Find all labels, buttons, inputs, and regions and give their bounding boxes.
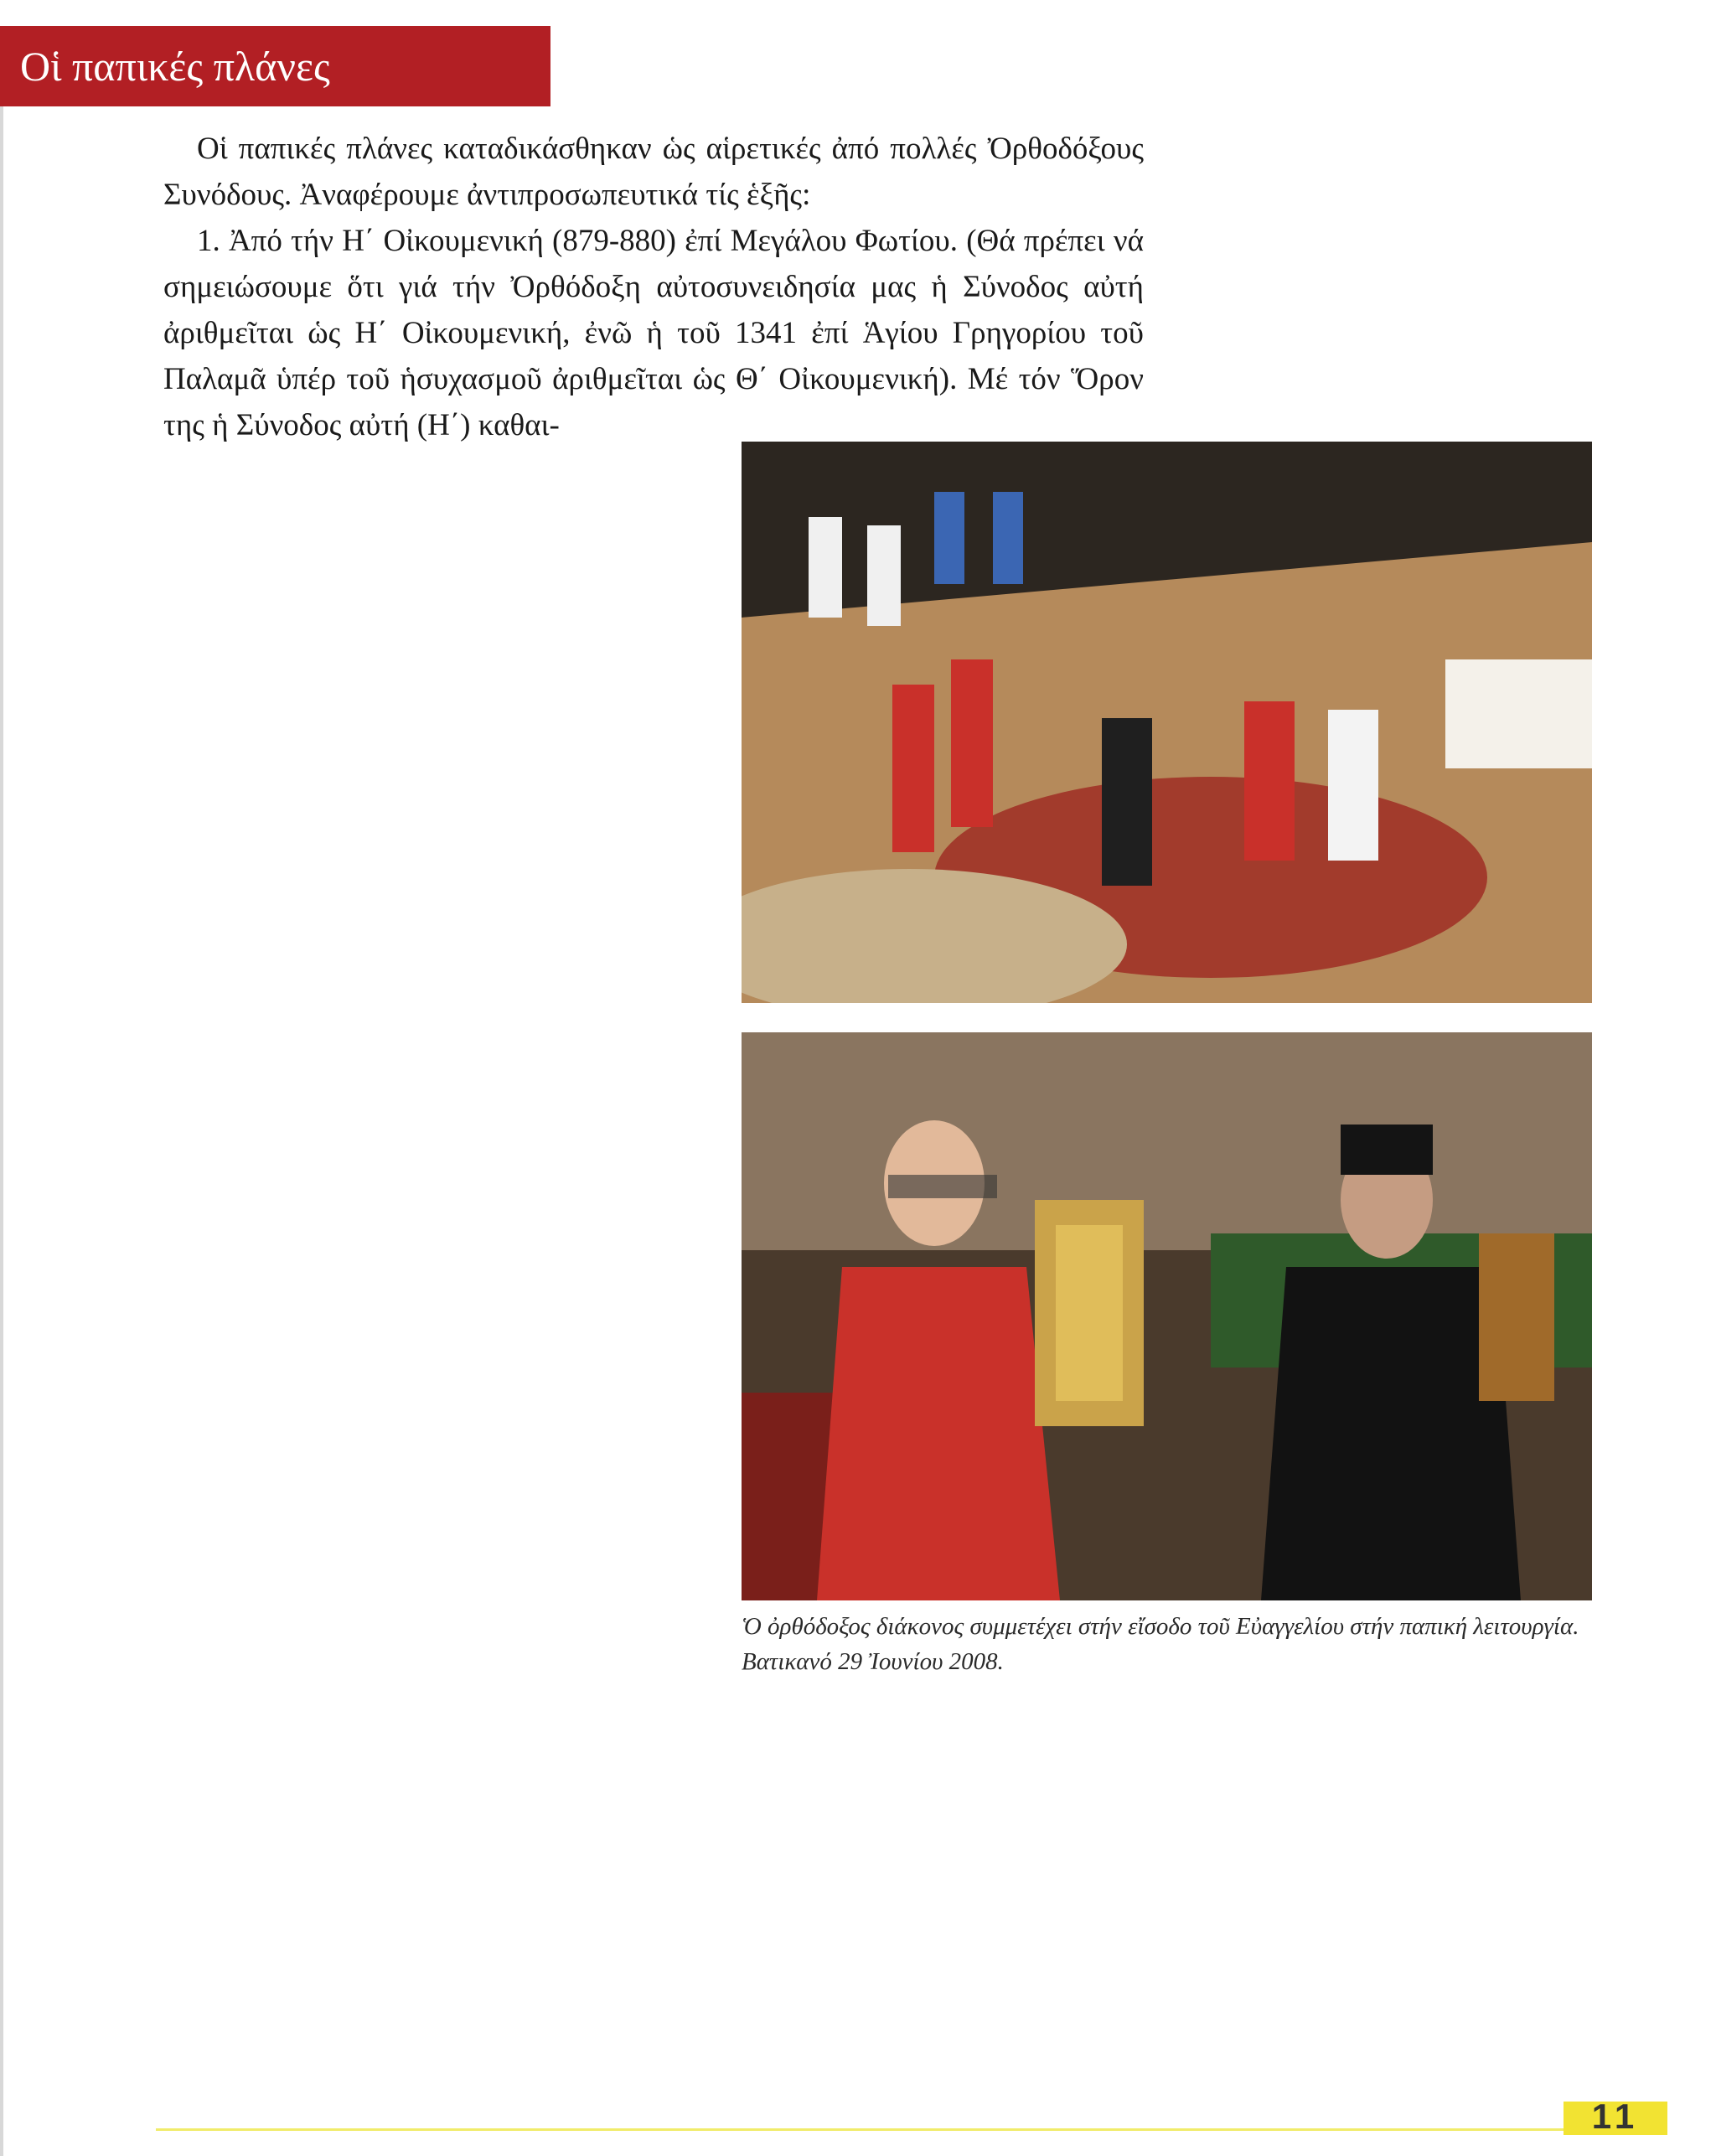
paragraph-intro: Οἱ παπικές πλάνες καταδικάσθηκαν ὡς αἱρετικές ἀπό πολλές Ὀρθοδόξους Συνόδους. Ἀναφέρουμε ἀντιπροσωπευτικά τίς ἑξῆς: <box>163 132 1144 212</box>
footer-rule <box>156 2128 1667 2131</box>
section-title: Οἱ παπικές πλάνες <box>20 43 330 90</box>
photo-caption: Ὁ ὀρθόδοξος διάκονος συμμετέχει στήν εἴσοδο τοῦ Εὐαγγελίου στήν παπική λειτουργία. Βατικανό 29 Ἰουνίου 2008. <box>742 1613 1579 1675</box>
section-title-banner <box>0 26 550 106</box>
photo-procession <box>742 442 1592 1003</box>
page-number: 11 <box>1591 2097 1640 2136</box>
photo-deacons <box>742 1032 1592 1600</box>
left-border <box>0 106 3 2156</box>
paragraph-1-start: 1. Ἀπό τήν Η΄ Οἰκουμενική (879-880) ἐπί Μεγάλου Φωτίου. (Θά πρέπει νά σημειώσουμε ὅτι γιά τήν Ὀρθόδοξη αὐτοσυνειδησία μας ἡ Σύνοδος αὐτή ἀριθμεῖται ὡς Η΄ Οἰκουμενική, ἐνῶ ἡ τοῦ 1341 ἐπί Ἁγίου Γρηγορίου τοῦ Παλαμᾶ ὑπέρ τοῦ ἡσυχασμοῦ ἀριθμεῖται ὡς Θ΄ Οἰκουμενική). Μέ τόν Ὅρον της ἡ Σύνοδος αὐτή (Η΄) καθαι- <box>163 224 1144 442</box>
